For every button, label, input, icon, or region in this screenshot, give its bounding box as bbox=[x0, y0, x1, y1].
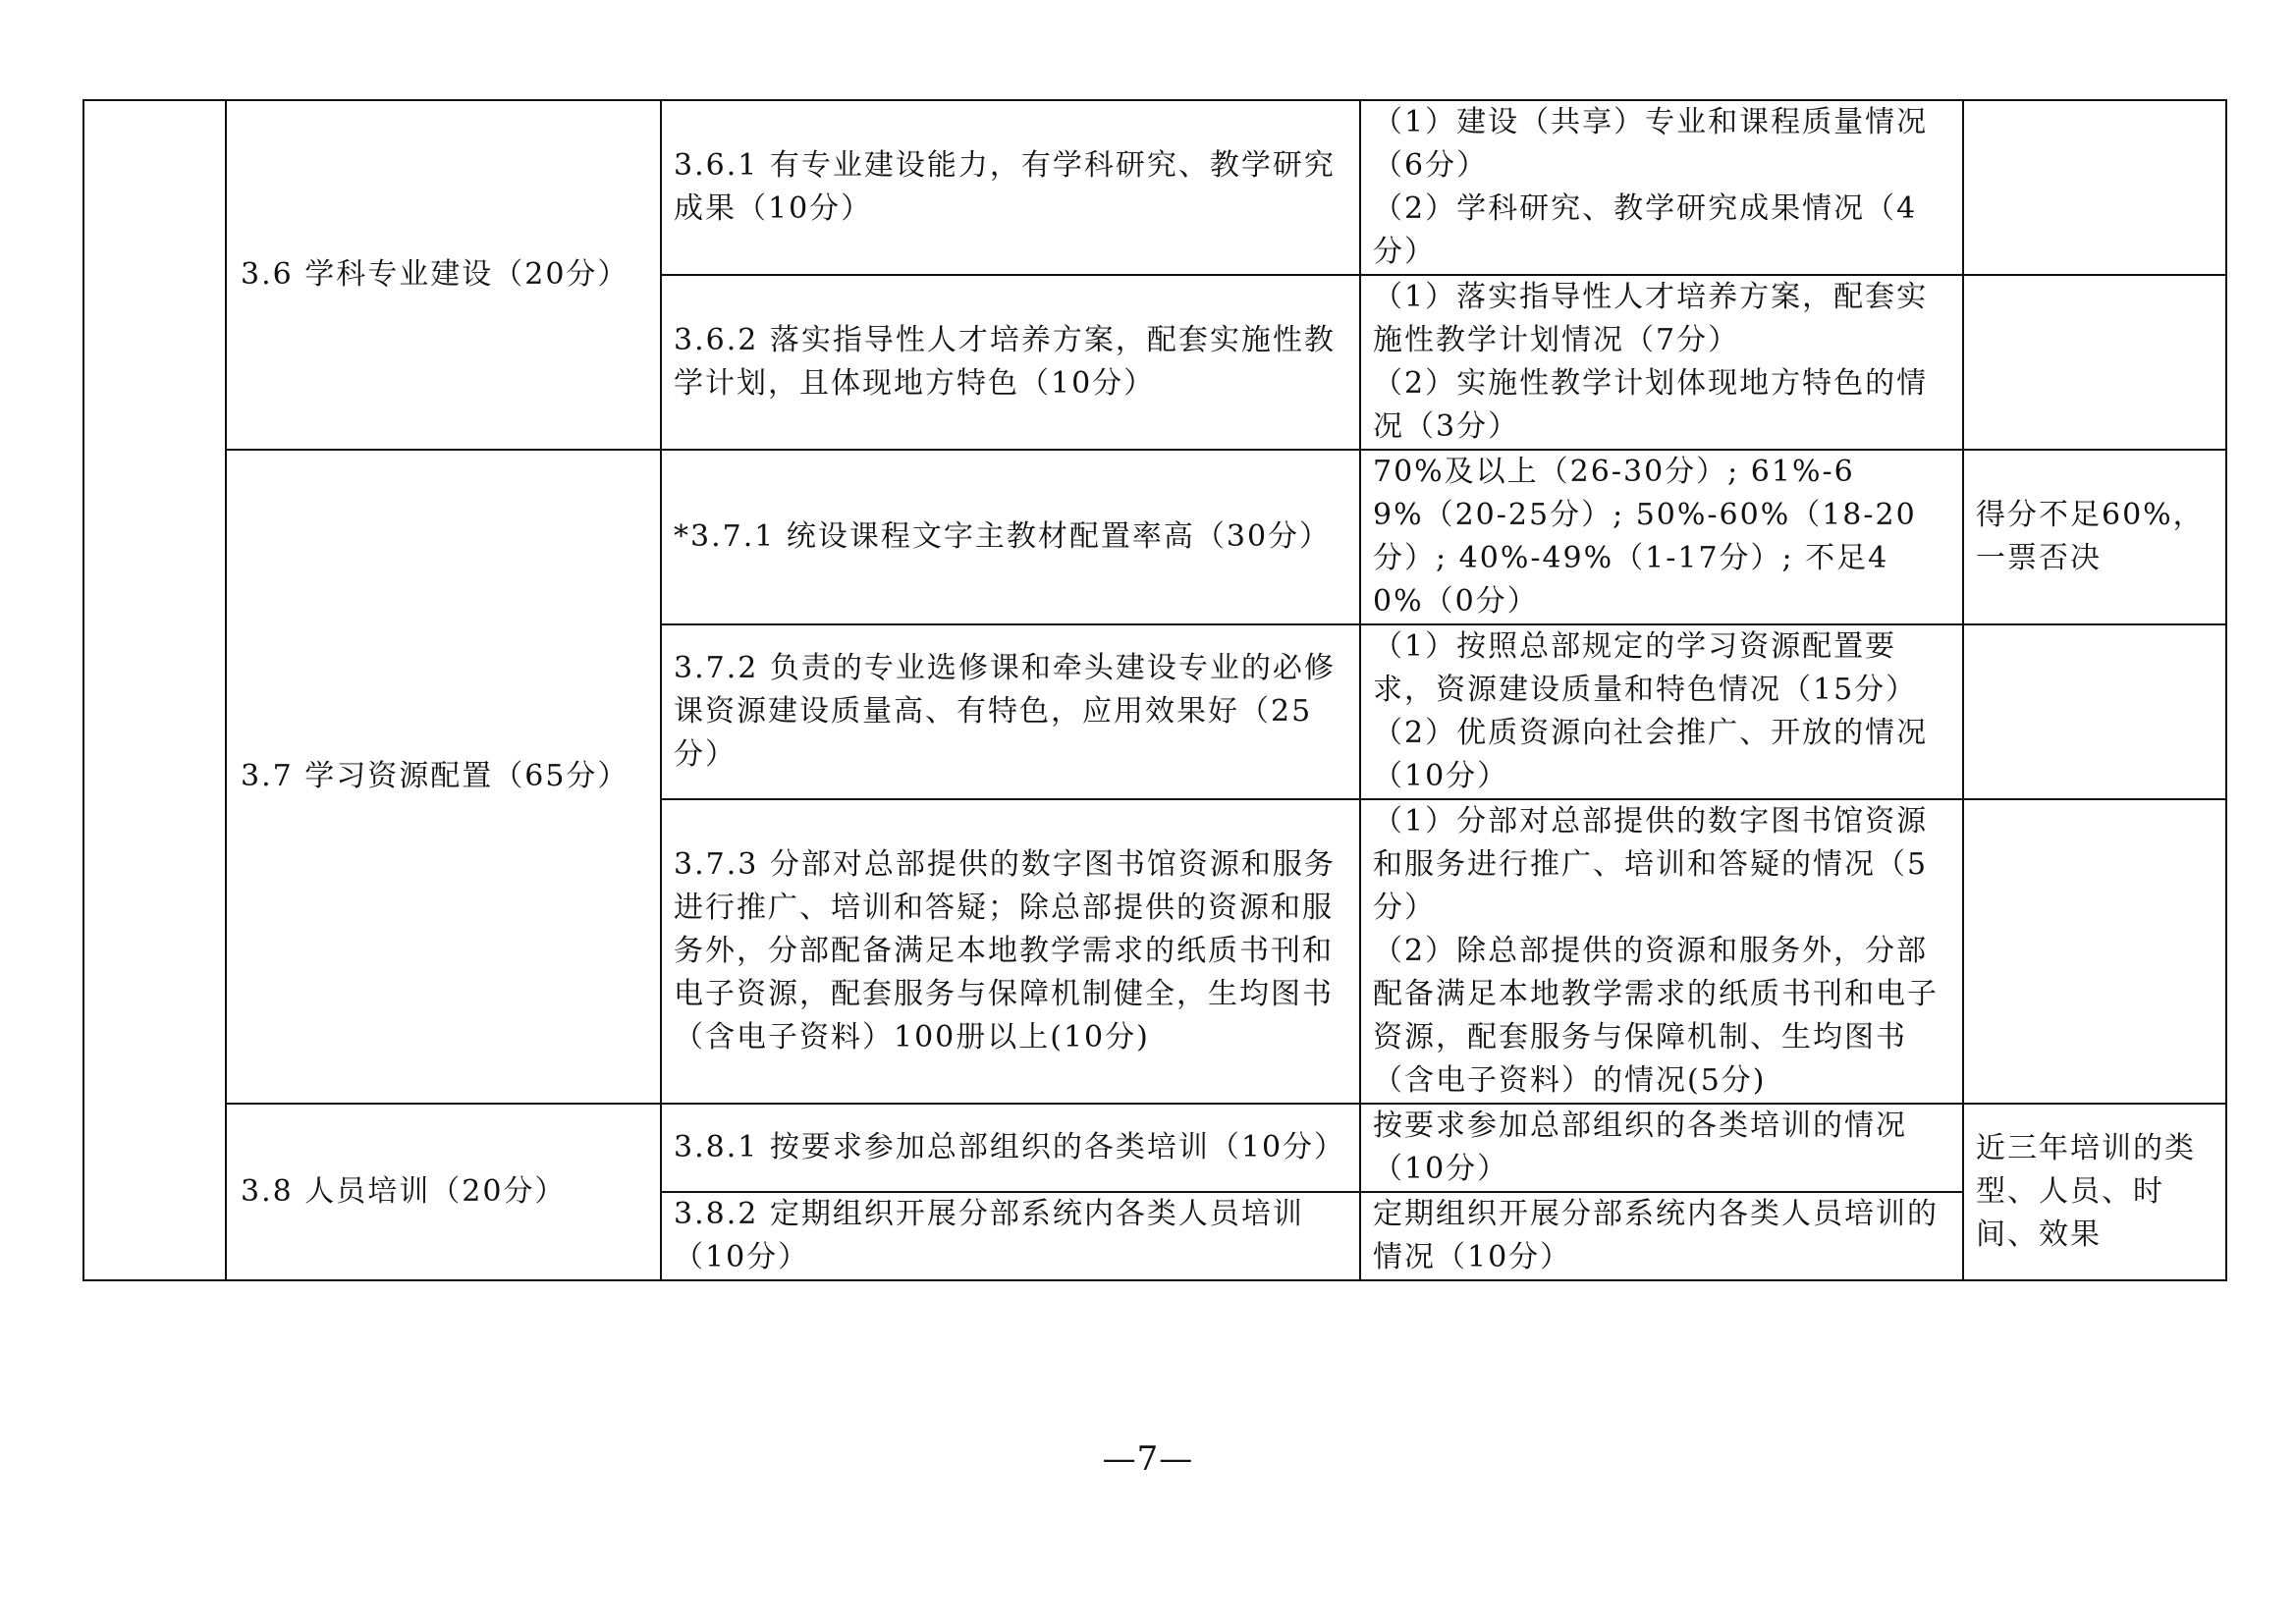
note-3-7-3 bbox=[1963, 799, 2226, 1104]
criteria-3-7-3 bbox=[1360, 799, 1963, 1104]
indicator-3-7-2: 3.7.2 负责的专业选修课和牵头建设专业的必修课资源建设质量高、有特色，应用效果好（25分） bbox=[661, 624, 1360, 799]
table-row bbox=[83, 1104, 2226, 1192]
criteria-line: （1）分部对总部提供的数字图书馆资源和服务进行推广、培训和答疑的情况（5分） bbox=[1373, 804, 1929, 925]
criteria-3-8-2 bbox=[1360, 1192, 1963, 1280]
indicator-3-8-1: 3.8.1 按要求参加总部组织的各类培训（10分） bbox=[661, 1104, 1360, 1192]
criteria-3-6-1 bbox=[1360, 100, 1963, 275]
criteria-line: （2）学科研究、教学研究成果情况（4分） bbox=[1373, 191, 1918, 269]
note-3-6-1 bbox=[1963, 100, 2226, 275]
indicator-3-7-1: *3.7.1 统设课程文字主教材配置率高（30分） bbox=[661, 450, 1360, 624]
criteria-line: 按要求参加总部组织的各类培训的情况（10分） bbox=[1373, 1109, 1907, 1186]
page-number: —7— bbox=[1102, 1439, 1194, 1479]
note-3-6-2 bbox=[1963, 275, 2226, 450]
table-row bbox=[83, 100, 2226, 275]
indicator-3-7-3: 3.7.3 分部对总部提供的数字图书馆资源和服务进行推广、培训和答疑；除总部提供的资源和服务外，分部配备满足本地教学需求的纸质书刊和电子资源，配套服务与保障机制健全，生均图书（含电子资料）100册以上(10分) bbox=[661, 799, 1360, 1104]
criteria-line: （1）按照总部规定的学习资源配置要求，资源建设质量和特色情况（15分） bbox=[1373, 629, 1918, 707]
table-row bbox=[83, 450, 2226, 624]
evaluation-table bbox=[82, 99, 2227, 1281]
criteria-line: 70%及以上（26-30分）; 61%-69%（20-25分）; 50%-60%（18-20分）; 40%-49%（1-17分）; 不足40%（0分） bbox=[1373, 455, 1917, 619]
indicator-3-8-2: 3.8.2 定期组织开展分部系统内各类人员培训（10分） bbox=[661, 1192, 1360, 1280]
indicator-3-6-1: 3.6.1 有专业建设能力，有学科研究、教学研究成果（10分） bbox=[661, 100, 1360, 275]
category-cell bbox=[83, 100, 226, 1280]
criteria-line: （1）建设（共享）专业和课程质量情况（6分） bbox=[1373, 105, 1929, 183]
criteria-line: （2）除总部提供的资源和服务外，分部配备满足本地教学需求的纸质书刊和电子资源，配套服务与保障机制、生均图书（含电子资料）的情况(5分) bbox=[1373, 934, 1939, 1098]
criteria-3-6-2 bbox=[1360, 275, 1963, 450]
criteria-line: （2）优质资源向社会推广、开放的情况（10分） bbox=[1373, 716, 1929, 793]
criteria-line: 定期组织开展分部系统内各类人员培训的情况（10分） bbox=[1373, 1197, 1939, 1274]
criteria-line: （1）落实指导性人才培养方案，配套实施性教学计划情况（7分） bbox=[1373, 280, 1929, 357]
criteria-line: （2）实施性教学计划体现地方特色的情况（3分） bbox=[1373, 366, 1929, 444]
note-3-8: 近三年培训的类型、人员、时间、效果 bbox=[1963, 1104, 2226, 1280]
note-3-7-1: 得分不足60%，一票否决 bbox=[1963, 450, 2226, 624]
criteria-3-7-2 bbox=[1360, 624, 1963, 799]
section-title-3-8: 3.8 人员培训（20分） bbox=[226, 1104, 661, 1280]
criteria-3-8-1 bbox=[1360, 1104, 1963, 1192]
section-title-3-7: 3.7 学习资源配置（65分） bbox=[226, 450, 661, 1104]
note-3-7-2 bbox=[1963, 624, 2226, 799]
indicator-3-6-2: 3.6.2 落实指导性人才培养方案，配套实施性教学计划，且体现地方特色（10分） bbox=[661, 275, 1360, 450]
section-title-3-6: 3.6 学科专业建设（20分） bbox=[226, 100, 661, 450]
criteria-3-7-1 bbox=[1360, 450, 1963, 624]
